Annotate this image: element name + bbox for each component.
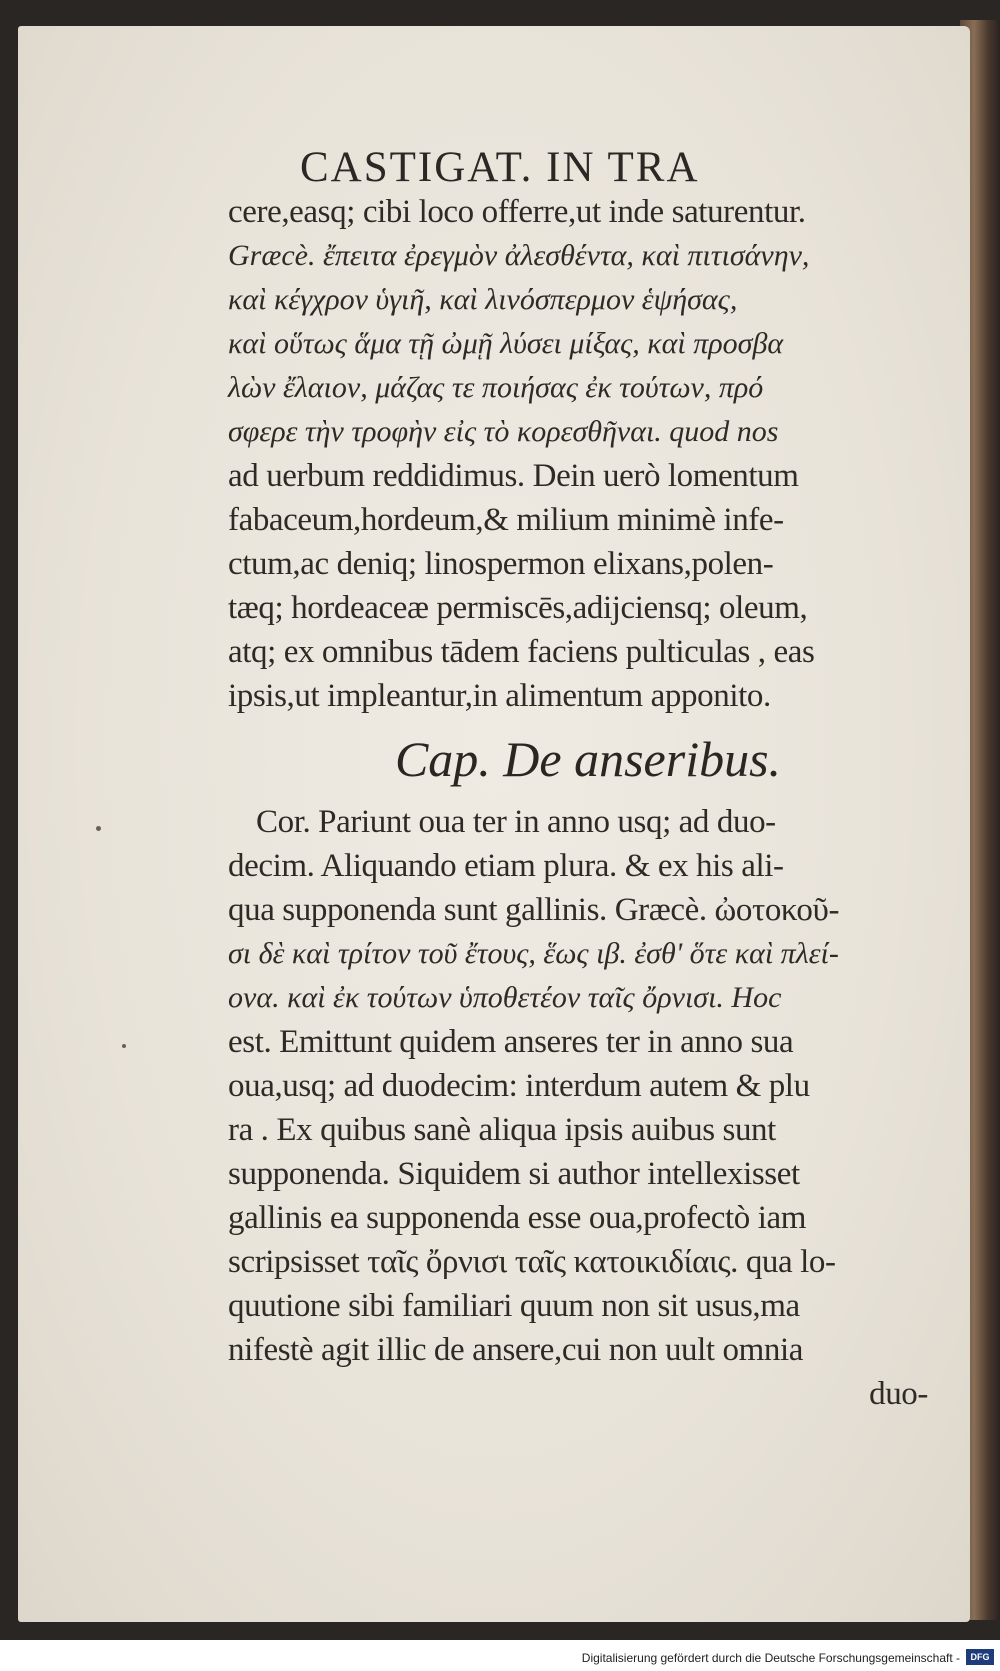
footer-credit: Digitalisierung gefördert durch die Deutsche Forschungsgemeinschaft -	[581, 1651, 960, 1665]
text-line: quutione sibi familiari quum non sit usus,ma	[228, 1288, 800, 1324]
catchword: duo-	[869, 1376, 928, 1412]
text-line: ra . Ex quibus sanè aliqua ipsis auibus sunt	[228, 1112, 776, 1148]
text-line: fabaceum,hordeum,& milium minimè infe-	[228, 502, 784, 538]
running-head: CASTIGAT. IN TRA	[300, 144, 700, 191]
ink-speck	[122, 1044, 126, 1048]
text-line: σι δὲ καὶ τρίτον τοῦ ἔτους, ἕως ιβ. ἐσθ' ὅτε καὶ πλεί-	[228, 937, 839, 970]
text-line: ipsis,ut impleantur,in alimentum apponito.	[228, 678, 771, 714]
text-line: cere,easq; cibi loco offerre,ut inde saturentur.	[228, 194, 806, 230]
dfg-logo-icon: DFG	[966, 1649, 994, 1665]
text-block	[228, 190, 948, 1416]
text-line: tæq; hordeaceæ permiscēs,adijciensq; oleum,	[228, 590, 808, 626]
text-line: Græcè. ἔπειτα ἐρεγμὸν ἀλεσθέντα, καὶ πιτισάνην,	[228, 239, 810, 272]
text-line: decim. Aliquando etiam plura. & ex his ali-	[228, 848, 784, 884]
text-line: scripsisset ταῖς ὄρνισι ταῖς κατοικιδίαις. qua lo-	[228, 1244, 836, 1280]
text-line: oua,usq; ad duodecim: interdum autem & plu	[228, 1068, 810, 1104]
text-line: λὼν ἔλαιον, μάζας τε ποιήσας ἐκ τούτων, πρό	[228, 371, 764, 404]
ink-speck	[96, 826, 101, 831]
paragraph-2	[228, 800, 948, 844]
text-line: καὶ οὕτως ἅμα τῇ ὠμῇ λύσει μίξας, καὶ προσβα	[228, 327, 784, 360]
text-line: καὶ κέγχρον ὑγιῆ, καὶ λινόσπερμον ἑψήσας,	[228, 283, 738, 316]
paragraph-1	[228, 190, 948, 718]
text-line: σφερε τὴν τροφὴν εἰς τὸ κορεσθῆναι. quod nos	[228, 415, 779, 448]
text-line: qua supponenda sunt gallinis. Græcè. ὠοτοκοῦ-	[228, 892, 840, 928]
section-heading: Cap. De anseribus.	[394, 731, 782, 787]
text-line: ctum,ac deniq; linospermon elixans,polen-	[228, 546, 774, 582]
text-line: supponenda. Siquidem si author intellexisset	[228, 1156, 800, 1192]
text-line: nifestè agit illic de ansere,cui non uult omnia	[228, 1332, 804, 1368]
text-line: ονα. καὶ ἐκ τούτων ὑποθετέον ταῖς ὄρνισι. Hoc	[228, 981, 782, 1014]
text-line: est. Emittunt quidem anseres ter in anno sua	[228, 1024, 794, 1060]
text-line: Cor. Pariunt oua ter in anno usq; ad duo-	[256, 804, 776, 840]
text-line: atq; ex omnibus tādem faciens pulticulas , eas	[228, 634, 815, 670]
text-line: ad uerbum reddidimus. Dein uerò lomentum	[228, 458, 799, 494]
paragraph-2-cont	[228, 844, 948, 1416]
text-line: gallinis ea supponenda esse oua,profectò iam	[228, 1200, 807, 1236]
footer-bar	[0, 1643, 1000, 1671]
